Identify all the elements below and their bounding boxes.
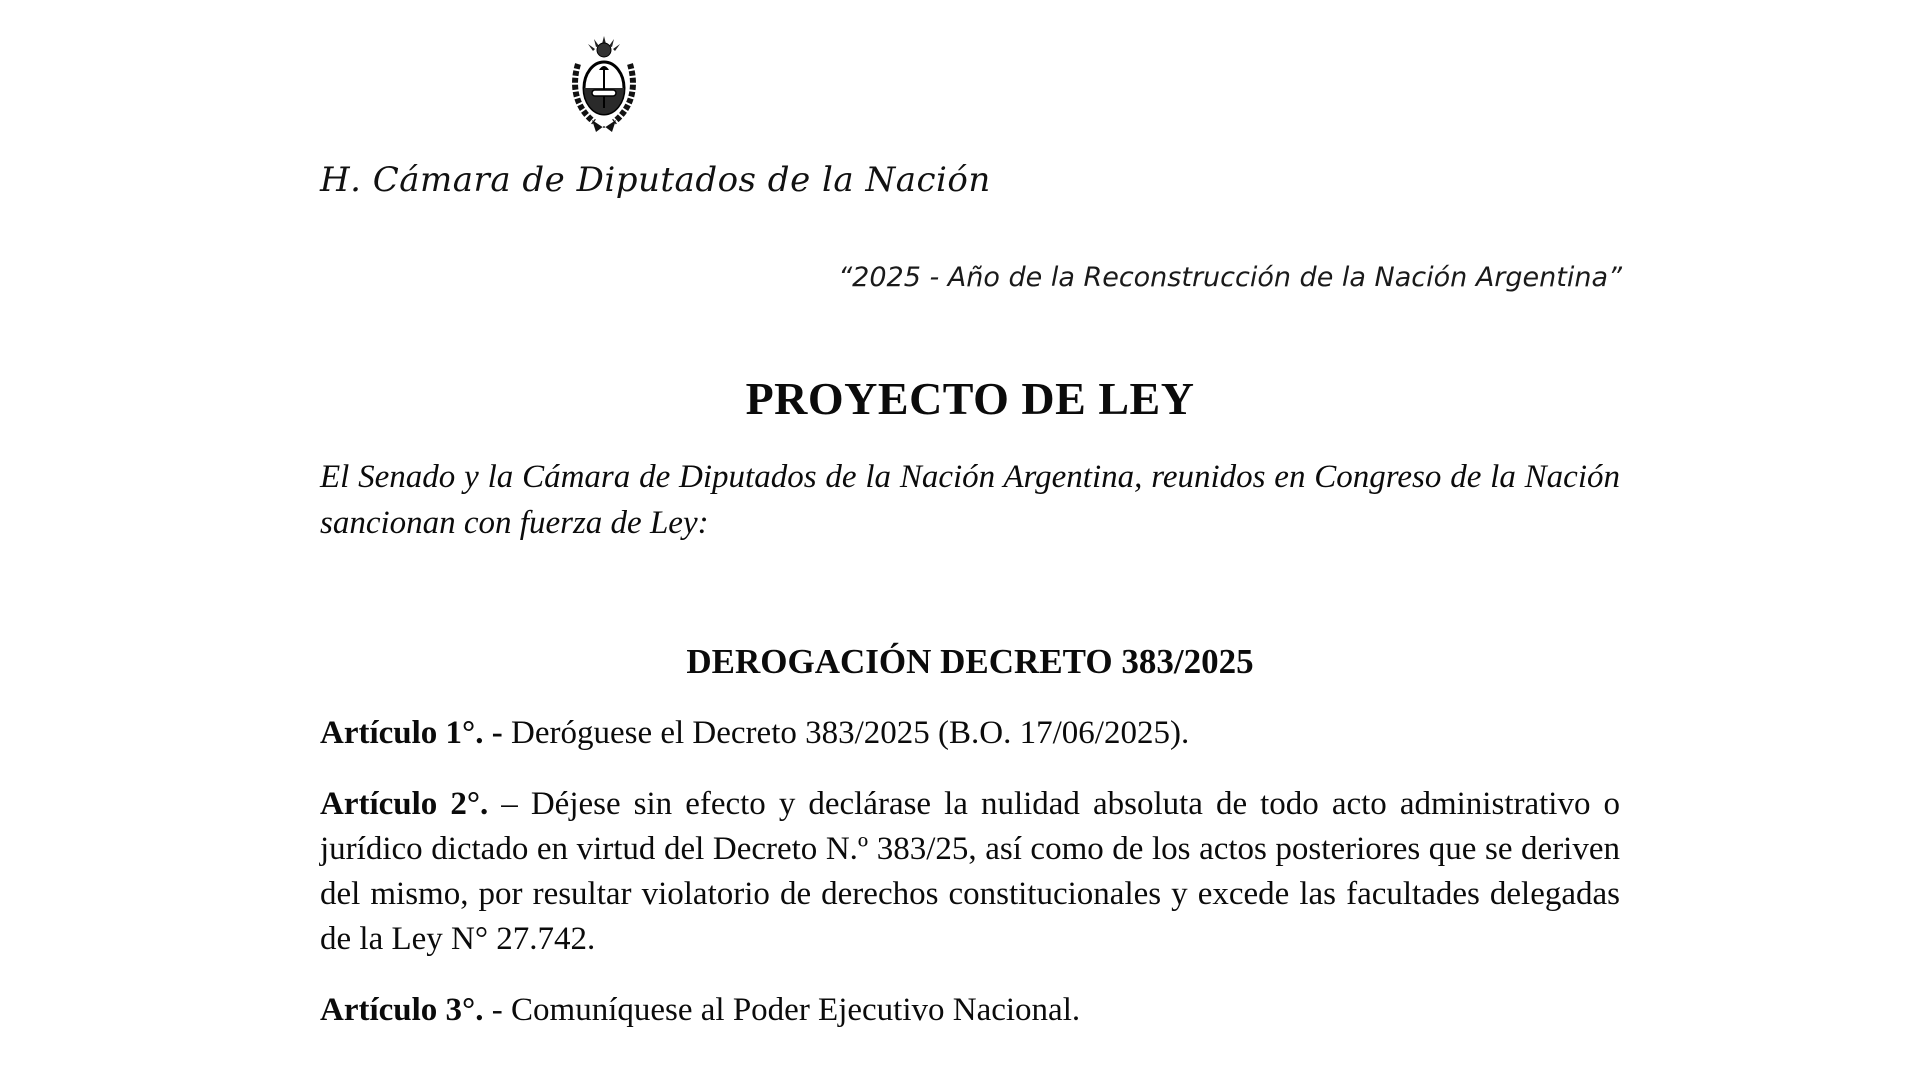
article-2 xyxy=(320,782,1620,962)
article-separator: - xyxy=(483,715,512,751)
article-label: Artículo 3°. xyxy=(320,992,484,1028)
article-separator: – xyxy=(488,786,531,822)
argentine-coat-of-arms-icon xyxy=(568,34,640,138)
chamber-name: H. Cámara de Diputados de la Nación xyxy=(320,160,991,200)
enacting-clause: El Senado y la Cámara de Diputados de la Nación Argentina, reunidos en Congreso de la Nación sancionan con fuerza de Ley: xyxy=(320,459,1620,541)
section-heading: DEROGACIÓN DECRETO 383/2025 xyxy=(686,642,1254,681)
article-text: Deróguese el Decreto 383/2025 (B.O. 17/06/2025). xyxy=(511,715,1190,751)
document-type-title: PROYECTO DE LEY xyxy=(745,373,1195,424)
article-text: Comuníquese al Poder Ejecutivo Nacional. xyxy=(511,992,1081,1028)
article-1 xyxy=(320,711,1620,756)
article-separator: - xyxy=(483,992,512,1028)
year-motto: “2025 - Año de la Reconstrucción de la Nación Argentina” xyxy=(838,262,1622,293)
article-label: Artículo 2°. xyxy=(320,786,489,822)
article-text: Déjese sin efecto y declárase la nulidad absoluta de todo acto administrativo o jurídico dictado en virtud del Decreto N.º 383/25, así como de los actos posteriores que se deriven del mismo, por resultar violatorio de derechos constitucionales y excede las facultades delegadas de la Ley N° 27.742. xyxy=(320,786,1620,957)
article-label: Artículo 1°. xyxy=(320,715,484,751)
article-3 xyxy=(320,988,1620,1033)
